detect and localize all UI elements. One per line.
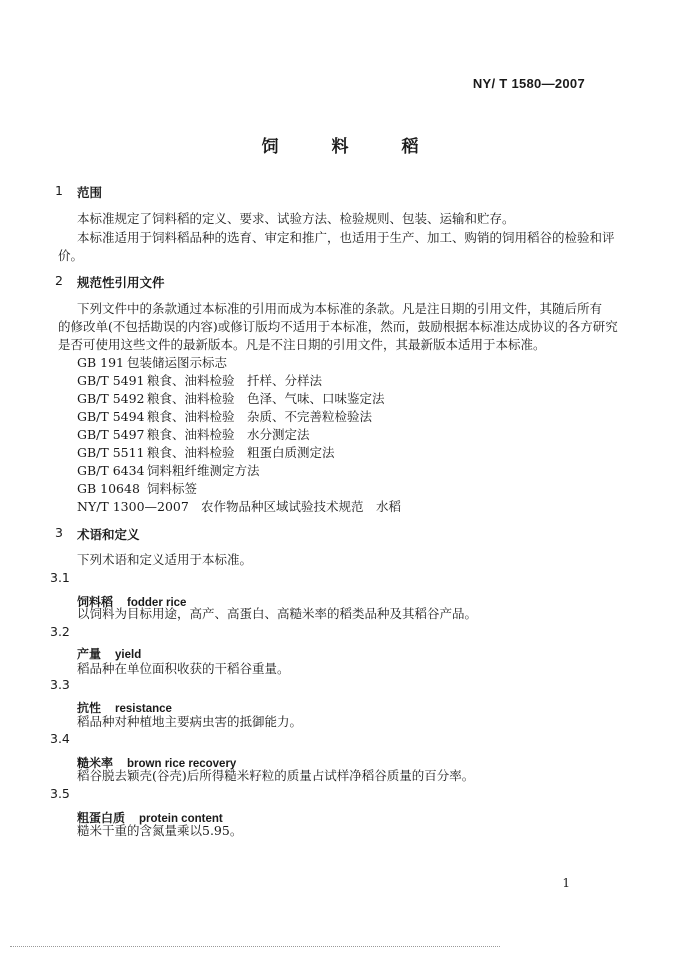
- reference-item: [77, 372, 322, 390]
- reference-title: 粮食、油料检验 扦样、分样法: [147, 373, 323, 388]
- reference-item: [77, 426, 310, 444]
- reference-code: GB/T 5492: [77, 391, 145, 406]
- document-title: 饲 料 稻: [261, 137, 437, 157]
- reference-title: 饲料标签: [147, 481, 198, 496]
- section-1-number: 1: [55, 183, 63, 198]
- reference-code: NY/T 1300—2007: [77, 499, 189, 514]
- term-zh: 饲料稻: [77, 595, 114, 609]
- section-2-intro-line-2: 的修改单(不包括勘误的内容)或修订版均不适用于本标准，然而，鼓励根据本标准达成协议的各方研究: [58, 319, 618, 334]
- term-definition: 稻谷脱去颖壳(谷壳)后所得糙米籽粒的质量占试样净稻谷质量的百分率。: [77, 768, 475, 783]
- term-definition: 以饲料为目标用途，高产、高蛋白、高糙米率的稻类品种及其稻谷产品。: [77, 606, 478, 621]
- reference-code: GB/T 5491: [77, 373, 145, 388]
- reference-title: 饲料粗纤维测定方法: [147, 463, 260, 478]
- section-3-intro: 下列术语和定义适用于本标准。: [77, 552, 253, 567]
- section-2-intro-line-1: 下列文件中的条款通过本标准的引用而成为本标准的条款。凡是注日期的引用文件，其随后所有: [77, 301, 603, 316]
- reference-item: [77, 498, 401, 516]
- page-number: 1: [562, 876, 570, 890]
- section-2-title: 规范性引用文件: [77, 275, 165, 290]
- reference-title: 粮食、油料检验 杂质、不完善粒检验法: [147, 409, 373, 424]
- reference-title: 粮食、油料检验 水分测定法: [147, 427, 310, 442]
- reference-title: 粮食、油料检验 粗蛋白质测定法: [147, 445, 335, 460]
- term-zh: 糙米率: [77, 756, 114, 770]
- section-2-intro-line-3: 是否可使用这些文件的最新版本。凡是不注日期的引用文件，其最新版本适用于本标准。: [58, 337, 546, 352]
- term-definition: 稻品种对种植地主要病虫害的抵御能力。: [77, 714, 303, 729]
- section-1-paragraph-1: 本标准规定了饲料稻的定义、要求、试验方法、检验规则、包装、运输和贮存。: [77, 211, 515, 226]
- term-zh: 产量: [77, 647, 102, 661]
- reference-title: 包装储运图示标志: [127, 355, 228, 370]
- term-definition: 稻品种在单位面积收获的干稻谷重量。: [77, 661, 290, 676]
- section-1-title: 范围: [77, 185, 103, 200]
- term-number: 3.5: [50, 786, 70, 801]
- reference-item: [77, 444, 335, 462]
- section-1-paragraph-2-line-1: 本标准适用于饲料稻品种的选育、审定和推广，也适用于生产、加工、购销的饲用稻谷的检验和评: [77, 230, 615, 245]
- term-en: resistance: [115, 703, 172, 715]
- reference-item: [77, 462, 260, 480]
- bottom-rule: [10, 946, 500, 947]
- term-en: yield: [115, 649, 142, 661]
- term-en: fodder rice: [127, 597, 187, 609]
- term-number: 3.1: [50, 570, 70, 585]
- reference-item: [77, 408, 372, 426]
- reference-item: [77, 354, 227, 372]
- reference-title: 农作物品种区域试验技术规范 水稻: [201, 499, 402, 514]
- reference-code: GB/T 6434: [77, 463, 145, 478]
- reference-code: GB/T 5494: [77, 409, 145, 424]
- term-en: protein content: [139, 813, 223, 825]
- section-1-paragraph-2-line-2: 价。: [58, 248, 84, 263]
- term-en: brown rice recovery: [127, 758, 237, 770]
- term-number: 3.3: [50, 677, 70, 692]
- section-2-number: 2: [55, 273, 63, 288]
- term-definition: 糙米干重的含氮量乘以5.95。: [77, 823, 243, 838]
- standard-number: NY/ T 1580—2007: [472, 76, 585, 91]
- reference-code: GB/T 5497: [77, 427, 145, 442]
- reference-title: 粮食、油料检验 色泽、气味、口味鉴定法: [147, 391, 385, 406]
- section-3-number: 3: [55, 525, 63, 540]
- term-zh: 抗性: [77, 701, 102, 715]
- reference-item: [77, 480, 197, 498]
- reference-code: GB 10648: [77, 481, 140, 496]
- reference-item: [77, 390, 385, 408]
- reference-code: GB/T 5511: [77, 445, 145, 460]
- reference-code: GB 191: [77, 355, 125, 370]
- term-number: 3.4: [50, 731, 70, 746]
- term-number: 3.2: [50, 624, 70, 639]
- term-zh: 粗蛋白质: [77, 811, 126, 825]
- section-3-title: 术语和定义: [77, 527, 140, 542]
